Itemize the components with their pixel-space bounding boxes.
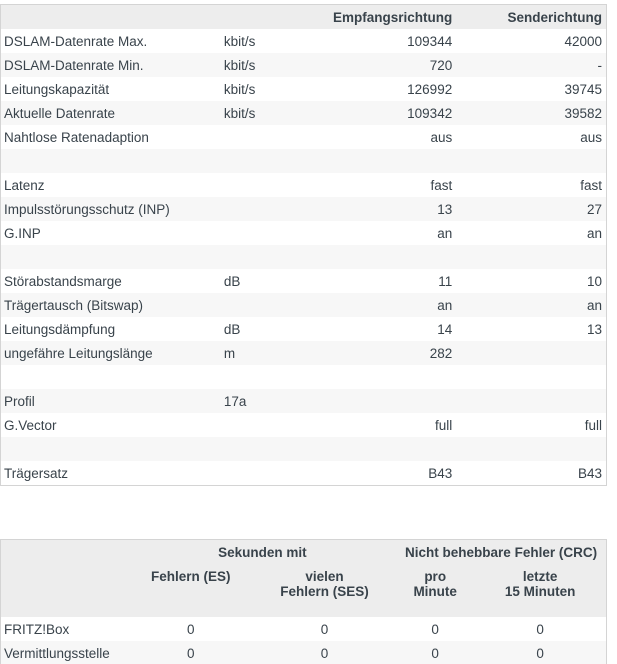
counter-value-cell: 0 <box>474 617 606 641</box>
param-tx-value-cell: B43 <box>456 461 606 486</box>
error-group-header-row <box>1 540 607 565</box>
param-unit-cell <box>224 461 308 486</box>
counter-label-cell: FRITZ!Box <box>1 617 129 641</box>
counter-value-cell: 0 <box>396 641 474 664</box>
param-label-cell: G.Vector <box>1 413 224 437</box>
param-label-cell: Profil <box>1 389 224 413</box>
error-table-body <box>1 617 607 664</box>
param-rx-value-cell: an <box>308 221 456 245</box>
counter-value-cell: 0 <box>129 641 253 664</box>
table-row <box>1 317 607 341</box>
param-rx-value-cell: full <box>308 413 456 437</box>
empty-header-cell <box>1 5 224 30</box>
column-header-es <box>129 564 253 617</box>
param-unit-cell <box>224 173 308 197</box>
param-label-cell: Leitungskapazität <box>1 77 224 101</box>
table-row <box>1 293 607 317</box>
param-rx-value-cell <box>308 365 456 389</box>
param-unit-cell: kbit/s <box>224 53 308 77</box>
param-unit-cell <box>224 197 308 221</box>
param-label-cell: Impulsstörungsschutz (INP) <box>1 197 224 221</box>
header-line: Fehlern (ES) <box>151 569 231 584</box>
table-row <box>1 341 607 365</box>
counter-label-cell: Vermittlungsstelle <box>1 641 129 664</box>
param-rx-value-cell: 126992 <box>308 77 456 101</box>
param-label-cell: Störabstandsmarge <box>1 269 224 293</box>
param-label-cell <box>1 149 224 173</box>
table-row <box>1 269 607 293</box>
table-row <box>1 149 607 173</box>
table-row <box>1 617 607 641</box>
param-unit-cell <box>224 221 308 245</box>
param-label-cell <box>1 437 224 461</box>
param-tx-value-cell: - <box>456 53 606 77</box>
column-header-crc-per-minute <box>396 564 474 617</box>
param-tx-value-cell: an <box>456 293 606 317</box>
counter-value-cell: 0 <box>474 641 606 664</box>
param-rx-value-cell: 11 <box>308 269 456 293</box>
empty-header-cell <box>1 540 129 565</box>
column-header-crc-last-15-min <box>474 564 606 617</box>
header-line: Minute <box>413 584 457 599</box>
param-rx-value-cell <box>308 437 456 461</box>
group-header-sekunden-mit: Sekunden mit <box>129 540 396 565</box>
table-row <box>1 461 607 486</box>
param-rx-value-cell: B43 <box>308 461 456 486</box>
param-tx-value-cell: fast <box>456 173 606 197</box>
param-tx-value-cell <box>456 437 606 461</box>
error-counters-table <box>0 539 607 664</box>
table-row <box>1 641 607 664</box>
dsl-parameters-table <box>0 4 607 486</box>
param-label-cell: DSLAM-Datenrate Max. <box>1 29 224 53</box>
counter-value-cell: 0 <box>253 617 396 641</box>
param-unit-cell: kbit/s <box>224 101 308 125</box>
param-unit-cell: kbit/s <box>224 77 308 101</box>
param-label-cell <box>1 365 224 389</box>
param-unit-cell <box>224 125 308 149</box>
header-line: 15 Minuten <box>504 584 576 599</box>
param-unit-cell: kbit/s <box>224 29 308 53</box>
param-label-cell: Leitungsdämpfung <box>1 317 224 341</box>
header-line: letzte <box>522 569 558 584</box>
param-tx-value-cell: an <box>456 221 606 245</box>
table-row <box>1 389 607 413</box>
param-label-cell: Trägersatz <box>1 461 224 486</box>
column-header-ses <box>253 564 396 617</box>
param-tx-value-cell <box>456 365 606 389</box>
param-rx-value-cell: an <box>308 293 456 317</box>
table-row <box>1 125 607 149</box>
column-header-senderichtung: Senderichtung <box>456 5 606 30</box>
param-unit-cell: dB <box>224 269 308 293</box>
table-row <box>1 245 607 269</box>
param-label-cell: Nahtlose Ratenadaption <box>1 125 224 149</box>
param-rx-value-cell: aus <box>308 125 456 149</box>
table-row <box>1 29 607 53</box>
table-row <box>1 413 607 437</box>
param-unit-cell <box>224 293 308 317</box>
table-row <box>1 221 607 245</box>
table-row <box>1 173 607 197</box>
param-label-cell: Trägertausch (Bitswap) <box>1 293 224 317</box>
param-tx-value-cell: 39582 <box>456 101 606 125</box>
param-tx-value-cell: aus <box>456 125 606 149</box>
param-label-cell: DSLAM-Datenrate Min. <box>1 53 224 77</box>
param-rx-value-cell: 109344 <box>308 29 456 53</box>
param-rx-value-cell <box>308 245 456 269</box>
header-line: pro <box>424 569 447 584</box>
param-unit-cell <box>224 245 308 269</box>
param-tx-value-cell: 39745 <box>456 77 606 101</box>
param-rx-value-cell: 282 <box>308 341 456 365</box>
param-unit-cell <box>224 149 308 173</box>
param-tx-value-cell: 13 <box>456 317 606 341</box>
param-label-cell: G.INP <box>1 221 224 245</box>
param-label-cell: Aktuelle Datenrate <box>1 101 224 125</box>
dsl-header-row <box>1 5 607 30</box>
param-unit-cell <box>224 437 308 461</box>
table-row <box>1 437 607 461</box>
param-unit-cell: 17a <box>224 389 308 413</box>
param-tx-value-cell: 27 <box>456 197 606 221</box>
param-rx-value-cell: 14 <box>308 317 456 341</box>
param-rx-value-cell: 13 <box>308 197 456 221</box>
param-tx-value-cell <box>456 389 606 413</box>
param-tx-value-cell: full <box>456 413 606 437</box>
empty-header-cell <box>1 564 129 617</box>
param-label-cell <box>1 245 224 269</box>
counter-value-cell: 0 <box>253 641 396 664</box>
param-tx-value-cell: 10 <box>456 269 606 293</box>
error-subheader-row <box>1 564 607 617</box>
param-tx-value-cell: 42000 <box>456 29 606 53</box>
empty-header-cell <box>224 5 308 30</box>
param-rx-value-cell: fast <box>308 173 456 197</box>
param-tx-value-cell <box>456 341 606 365</box>
param-rx-value-cell <box>308 389 456 413</box>
param-tx-value-cell <box>456 149 606 173</box>
group-header-crc: Nicht behebbare Fehler (CRC) <box>396 540 606 565</box>
param-label-cell: ungefähre Leitungslänge <box>1 341 224 365</box>
counter-value-cell: 0 <box>396 617 474 641</box>
column-header-empfangsrichtung: Empfangsrichtung <box>308 5 456 30</box>
table-row <box>1 53 607 77</box>
param-unit-cell <box>224 365 308 389</box>
header-line: Fehlern (SES) <box>280 584 369 599</box>
counter-value-cell: 0 <box>129 617 253 641</box>
header-line: vielen <box>305 569 344 584</box>
table-row <box>1 101 607 125</box>
param-tx-value-cell <box>456 245 606 269</box>
dsl-table-body <box>1 29 607 486</box>
table-row <box>1 197 607 221</box>
table-row <box>1 77 607 101</box>
param-unit-cell: m <box>224 341 308 365</box>
param-unit-cell: dB <box>224 317 308 341</box>
param-rx-value-cell: 720 <box>308 53 456 77</box>
param-rx-value-cell: 109342 <box>308 101 456 125</box>
param-unit-cell <box>224 413 308 437</box>
param-label-cell: Latenz <box>1 173 224 197</box>
param-rx-value-cell <box>308 149 456 173</box>
table-row <box>1 365 607 389</box>
